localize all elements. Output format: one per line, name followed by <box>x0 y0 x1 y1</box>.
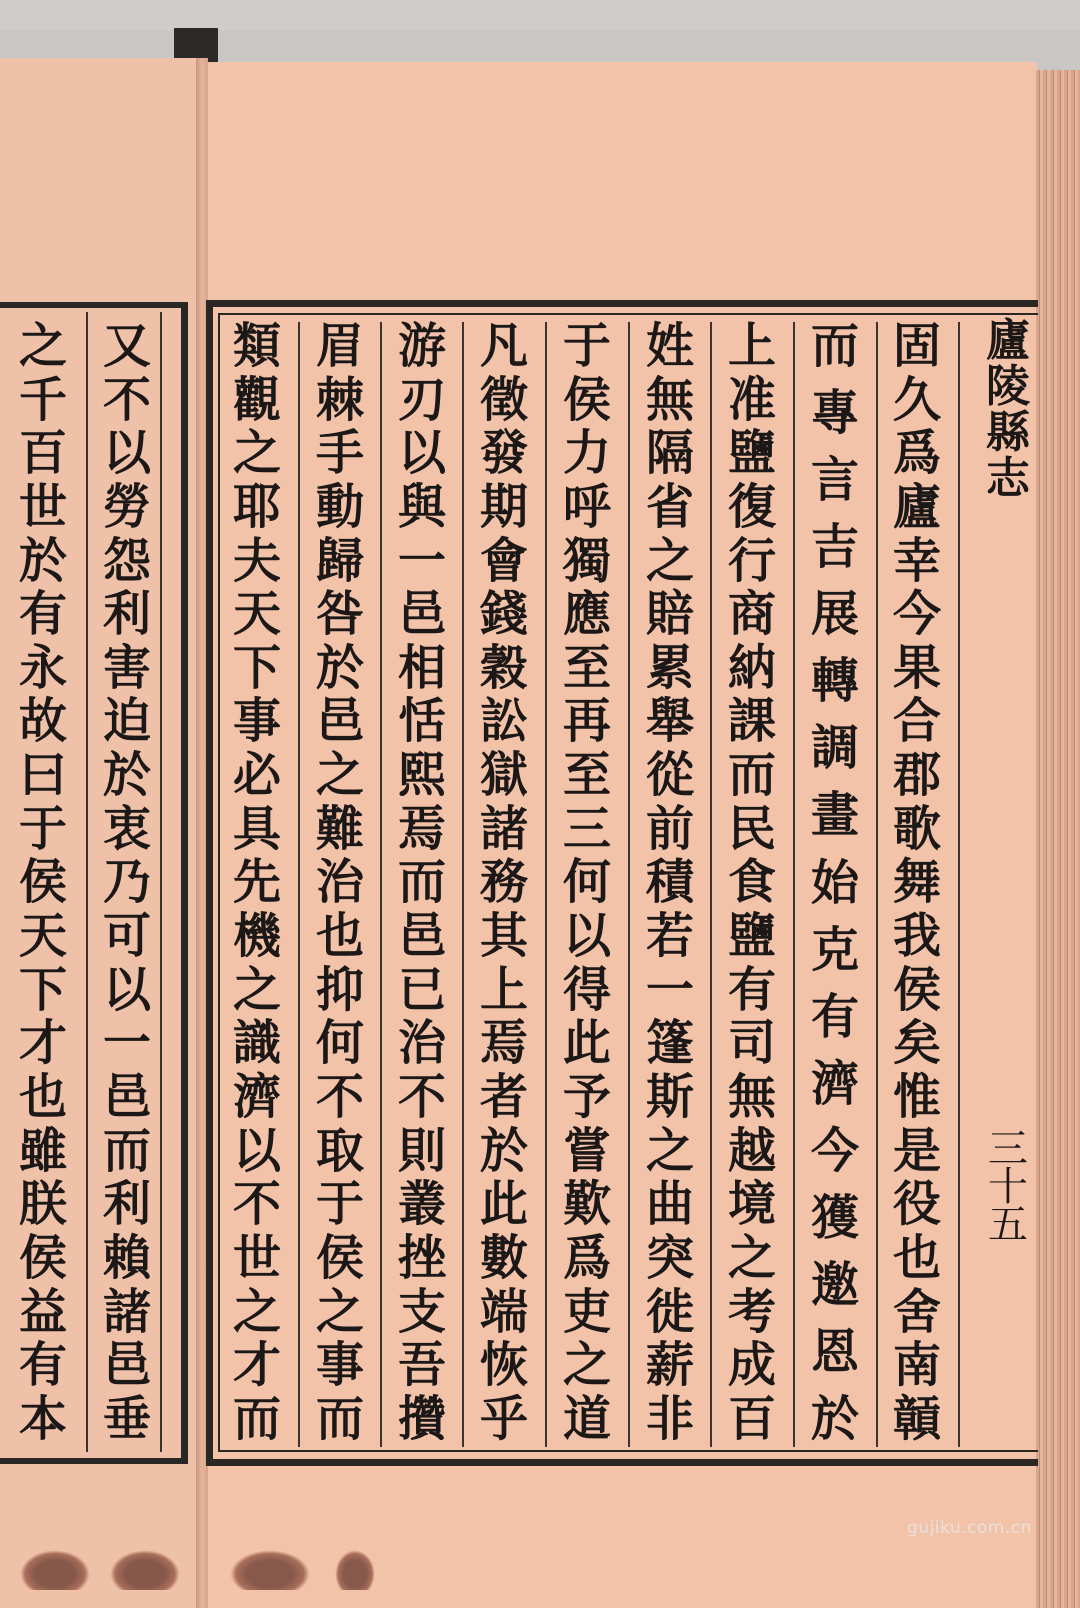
text-char: 納 <box>727 639 776 696</box>
text-char: 天 <box>18 908 67 965</box>
text-char: 隔 <box>645 425 694 482</box>
text-char: 再 <box>562 693 611 750</box>
text-char: 邑 <box>102 1068 151 1125</box>
column-rule <box>545 322 547 1447</box>
text-char: 上 <box>479 961 528 1018</box>
text-char: 抑 <box>315 961 364 1018</box>
text-char: 穀 <box>479 639 528 696</box>
text-char: 朕 <box>18 1176 67 1233</box>
title-char: 廬 <box>986 315 1030 366</box>
text-char: 害 <box>102 639 151 696</box>
text-char: 必 <box>232 747 281 804</box>
text-char: 怨 <box>102 532 151 589</box>
text-char: 之 <box>315 747 364 804</box>
text-char: 具 <box>232 800 281 857</box>
text-char: 而 <box>232 1390 281 1447</box>
text-char: 焉 <box>479 1015 528 1072</box>
text-char: 侯 <box>315 1229 364 1286</box>
text-char: 力 <box>562 425 611 482</box>
text-char: 訟 <box>479 693 528 750</box>
text-char: 可 <box>102 908 151 965</box>
text-char: 利 <box>102 1176 151 1233</box>
seal-stamp <box>230 1550 310 1590</box>
text-char: 又 <box>102 318 151 374</box>
scanner-background <box>0 0 1080 30</box>
text-column-9 <box>222 318 292 1447</box>
text-char: 固 <box>892 318 941 374</box>
text-char: 獄 <box>479 747 528 804</box>
text-char: 侯 <box>892 961 941 1018</box>
text-char: 夫 <box>232 532 281 589</box>
text-column-6 <box>469 318 539 1447</box>
column-rule <box>462 322 464 1447</box>
text-char: 類 <box>232 318 281 374</box>
title-char: 縣 <box>986 407 1030 458</box>
text-char: 有 <box>18 586 67 643</box>
text-char: 應 <box>562 586 611 643</box>
text-char: 邑 <box>397 908 446 965</box>
text-char: 先 <box>232 854 281 911</box>
text-char: 之 <box>232 1283 281 1340</box>
text-char: 復 <box>727 478 776 535</box>
text-char: 上 <box>727 318 776 374</box>
text-char: 越 <box>727 1122 776 1179</box>
text-char: 獨 <box>562 532 611 589</box>
text-char: 突 <box>645 1229 694 1286</box>
text-char: 曰 <box>18 747 67 804</box>
text-char: 若 <box>645 908 694 965</box>
text-char: 叢 <box>397 1176 446 1233</box>
text-char: 濟 <box>810 1055 859 1112</box>
text-char: 爲 <box>562 1229 611 1286</box>
text-char: 吾 <box>397 1337 446 1394</box>
text-char: 永 <box>18 639 67 696</box>
text-char: 境 <box>727 1176 776 1233</box>
text-char: 恬 <box>397 693 446 750</box>
text-char: 之 <box>562 1337 611 1394</box>
text-char: 觀 <box>232 371 281 428</box>
text-char: 我 <box>892 908 941 965</box>
text-char: 徙 <box>645 1283 694 1340</box>
text-char: 乃 <box>102 854 151 911</box>
text-char: 勞 <box>102 478 151 535</box>
text-char: 篷 <box>645 1015 694 1072</box>
text-char: 諸 <box>479 800 528 857</box>
text-char: 動 <box>315 478 364 535</box>
text-char: 邀 <box>810 1256 859 1313</box>
text-char: 刃 <box>397 371 446 428</box>
text-char: 歎 <box>562 1176 611 1233</box>
text-char: 而 <box>102 1122 151 1179</box>
text-column-2 <box>800 318 870 1447</box>
text-column-3 <box>717 318 787 1447</box>
text-char: 數 <box>479 1229 528 1286</box>
text-char: 何 <box>315 1015 364 1072</box>
text-char: 治 <box>397 1015 446 1072</box>
folio-char: 十 <box>988 1164 1028 1210</box>
text-char: 之 <box>645 532 694 589</box>
text-char: 耶 <box>232 478 281 535</box>
text-char: 畫 <box>810 787 859 844</box>
text-char: 也 <box>315 908 364 965</box>
text-char: 歸 <box>315 532 364 589</box>
column-rule <box>793 322 795 1447</box>
folio-char: 三 <box>988 1126 1028 1172</box>
text-char: 才 <box>18 1015 67 1072</box>
text-char: 以 <box>562 908 611 965</box>
text-char: 役 <box>892 1176 941 1233</box>
text-char: 至 <box>562 639 611 696</box>
text-char: 久 <box>892 371 941 428</box>
text-char: 舞 <box>892 854 941 911</box>
text-char: 食 <box>727 854 776 911</box>
text-char: 下 <box>232 639 281 696</box>
text-char: 司 <box>727 1015 776 1072</box>
text-char: 至 <box>562 747 611 804</box>
text-char: 百 <box>727 1390 776 1447</box>
text-char: 省 <box>645 478 694 535</box>
text-char: 調 <box>810 720 859 777</box>
text-char: 嘗 <box>562 1122 611 1179</box>
text-column-7 <box>387 318 457 1447</box>
text-char: 咎 <box>315 586 364 643</box>
text-char: 薪 <box>645 1337 694 1394</box>
text-char: 考 <box>727 1283 776 1340</box>
text-char: 游 <box>397 318 446 374</box>
book-title <box>984 315 1032 548</box>
text-char: 邑 <box>102 1337 151 1394</box>
text-char: 垂 <box>102 1390 151 1447</box>
column-rule <box>958 322 960 1447</box>
text-char: 則 <box>397 1122 446 1179</box>
text-char: 獲 <box>810 1189 859 1246</box>
text-char: 益 <box>18 1283 67 1340</box>
text-char: 何 <box>562 854 611 911</box>
text-char: 故 <box>18 693 67 750</box>
folio-char: 五 <box>988 1202 1028 1248</box>
text-char: 今 <box>892 586 941 643</box>
text-char: 鹽 <box>727 908 776 965</box>
text-char: 一 <box>102 1015 151 1072</box>
column-rule <box>380 322 382 1447</box>
text-char: 課 <box>727 693 776 750</box>
text-char: 之 <box>18 318 67 374</box>
text-char: 前 <box>645 800 694 857</box>
text-char: 恩 <box>810 1323 859 1380</box>
text-char: 期 <box>479 478 528 535</box>
text-char: 百 <box>18 425 67 482</box>
text-char: 于 <box>18 800 67 857</box>
text-char: 民 <box>727 800 776 857</box>
text-char: 廬 <box>892 478 941 535</box>
text-char: 識 <box>232 1015 281 1072</box>
text-char: 事 <box>232 693 281 750</box>
text-column-4 <box>635 318 705 1447</box>
text-char: 其 <box>479 908 528 965</box>
text-column-5 <box>552 318 622 1447</box>
text-char: 於 <box>315 639 364 696</box>
text-char: 雖 <box>18 1122 67 1179</box>
text-char: 不 <box>232 1176 281 1233</box>
column-rule <box>86 312 88 1452</box>
text-char: 取 <box>315 1122 364 1179</box>
text-char: 熙 <box>397 747 446 804</box>
text-char: 凡 <box>479 318 528 374</box>
text-char: 無 <box>727 1068 776 1125</box>
text-char: 而 <box>397 854 446 911</box>
text-char: 舍 <box>892 1283 941 1340</box>
text-char: 成 <box>727 1337 776 1394</box>
text-char: 一 <box>397 532 446 589</box>
text-char: 端 <box>479 1283 528 1340</box>
text-char: 已 <box>397 961 446 1018</box>
page-fore-edge <box>1036 70 1080 1608</box>
text-char: 世 <box>232 1229 281 1286</box>
text-char: 以 <box>102 425 151 482</box>
text-char: 爲 <box>892 425 941 482</box>
text-char: 有 <box>18 1337 67 1394</box>
text-char: 而 <box>810 318 859 374</box>
text-column-8 <box>305 318 375 1447</box>
text-char: 乎 <box>479 1390 528 1447</box>
text-char: 鹽 <box>727 425 776 482</box>
text-char: 世 <box>18 478 67 535</box>
text-char: 眉 <box>315 318 364 374</box>
text-char: 不 <box>102 371 151 428</box>
text-char: 邑 <box>315 693 364 750</box>
text-char: 以 <box>397 425 446 482</box>
text-char: 之 <box>315 1283 364 1340</box>
text-char: 非 <box>645 1390 694 1447</box>
text-char: 吉 <box>810 519 859 576</box>
text-char: 錢 <box>479 586 528 643</box>
text-char: 本 <box>18 1390 67 1447</box>
text-char: 下 <box>18 961 67 1018</box>
text-char: 矣 <box>892 1015 941 1072</box>
text-char: 挫 <box>397 1229 446 1286</box>
text-char: 准 <box>727 371 776 428</box>
text-char: 商 <box>727 586 776 643</box>
text-char: 姓 <box>645 318 694 374</box>
text-char: 行 <box>727 532 776 589</box>
text-char: 衷 <box>102 800 151 857</box>
text-char: 以 <box>102 961 151 1018</box>
column-rule <box>628 322 630 1447</box>
text-char: 於 <box>479 1122 528 1179</box>
text-char: 郡 <box>892 747 941 804</box>
text-char: 於 <box>102 747 151 804</box>
text-char: 惟 <box>892 1068 941 1125</box>
text-char: 南 <box>892 1337 941 1394</box>
text-char: 三 <box>562 800 611 857</box>
text-char: 此 <box>562 1015 611 1072</box>
title-char: 志 <box>986 453 1030 504</box>
text-char: 侯 <box>18 1229 67 1286</box>
text-char: 有 <box>727 961 776 1018</box>
text-char: 於 <box>810 1391 859 1447</box>
text-char: 合 <box>892 693 941 750</box>
text-char: 之 <box>645 1122 694 1179</box>
text-char: 發 <box>479 425 528 482</box>
text-char: 也 <box>18 1068 67 1125</box>
text-char: 諸 <box>102 1283 151 1340</box>
text-char: 侯 <box>562 371 611 428</box>
text-char: 專 <box>810 385 859 442</box>
text-char: 焉 <box>397 800 446 857</box>
text-char: 始 <box>810 854 859 911</box>
text-char: 道 <box>562 1390 611 1447</box>
text-char: 于 <box>315 1176 364 1233</box>
text-char: 事 <box>315 1337 364 1394</box>
text-char: 呼 <box>562 478 611 535</box>
text-char: 者 <box>479 1068 528 1125</box>
text-char: 歌 <box>892 800 941 857</box>
text-char: 天 <box>232 586 281 643</box>
text-char: 於 <box>18 532 67 589</box>
text-char: 之 <box>727 1229 776 1286</box>
left-text-column-1 <box>92 318 162 1447</box>
text-char: 果 <box>892 639 941 696</box>
text-char: 予 <box>562 1068 611 1125</box>
text-char: 得 <box>562 961 611 1018</box>
text-char: 利 <box>102 586 151 643</box>
seal-stamp <box>110 1550 180 1590</box>
text-char: 攢 <box>397 1390 446 1447</box>
text-char: 與 <box>397 478 446 535</box>
text-char: 不 <box>397 1068 446 1125</box>
left-text-column-2 <box>8 318 78 1447</box>
text-char: 以 <box>232 1122 281 1179</box>
text-char: 今 <box>810 1122 859 1179</box>
text-char: 恢 <box>479 1337 528 1394</box>
text-char: 會 <box>479 532 528 589</box>
text-char: 也 <box>892 1229 941 1286</box>
text-char: 之 <box>232 961 281 1018</box>
text-char: 務 <box>479 854 528 911</box>
title-char: 陵 <box>986 361 1030 412</box>
text-char: 徵 <box>479 371 528 428</box>
text-char: 吏 <box>562 1283 611 1340</box>
text-char: 支 <box>397 1283 446 1340</box>
text-char: 一 <box>645 961 694 1018</box>
text-char: 手 <box>315 425 364 482</box>
text-char: 而 <box>315 1390 364 1447</box>
text-char: 不 <box>315 1068 364 1125</box>
text-char: 言 <box>810 452 859 509</box>
text-char: 侯 <box>18 854 67 911</box>
seal-stamp <box>20 1550 90 1590</box>
text-char: 累 <box>645 639 694 696</box>
text-char: 難 <box>315 800 364 857</box>
text-char: 克 <box>810 921 859 978</box>
column-rule <box>876 322 878 1447</box>
text-char: 轉 <box>810 653 859 710</box>
text-char: 相 <box>397 639 446 696</box>
text-char: 之 <box>232 425 281 482</box>
text-char: 無 <box>645 371 694 428</box>
text-char: 贑 <box>892 1390 941 1447</box>
text-char: 有 <box>810 988 859 1045</box>
column-rule <box>710 322 712 1447</box>
text-char: 賠 <box>645 586 694 643</box>
text-char: 展 <box>810 586 859 643</box>
text-char: 棘 <box>315 371 364 428</box>
text-char: 此 <box>479 1176 528 1233</box>
folio-number <box>984 1126 1032 1248</box>
seal-stamp <box>335 1550 375 1590</box>
text-char: 賴 <box>102 1229 151 1286</box>
text-char: 斯 <box>645 1068 694 1125</box>
text-char: 治 <box>315 854 364 911</box>
text-column-1 <box>882 318 952 1447</box>
text-char: 積 <box>645 854 694 911</box>
column-rule <box>298 322 300 1447</box>
text-char: 而 <box>727 747 776 804</box>
text-char: 濟 <box>232 1068 281 1125</box>
text-char: 于 <box>562 318 611 374</box>
text-char: 從 <box>645 747 694 804</box>
text-char: 舉 <box>645 693 694 750</box>
text-char: 邑 <box>397 586 446 643</box>
watermark-text: gujiku.com.cn <box>907 1518 1032 1538</box>
text-char: 幸 <box>892 532 941 589</box>
text-char: 千 <box>18 371 67 428</box>
text-char: 曲 <box>645 1176 694 1233</box>
text-char: 機 <box>232 908 281 965</box>
text-char: 才 <box>232 1337 281 1394</box>
text-char: 迫 <box>102 693 151 750</box>
text-char: 是 <box>892 1122 941 1179</box>
